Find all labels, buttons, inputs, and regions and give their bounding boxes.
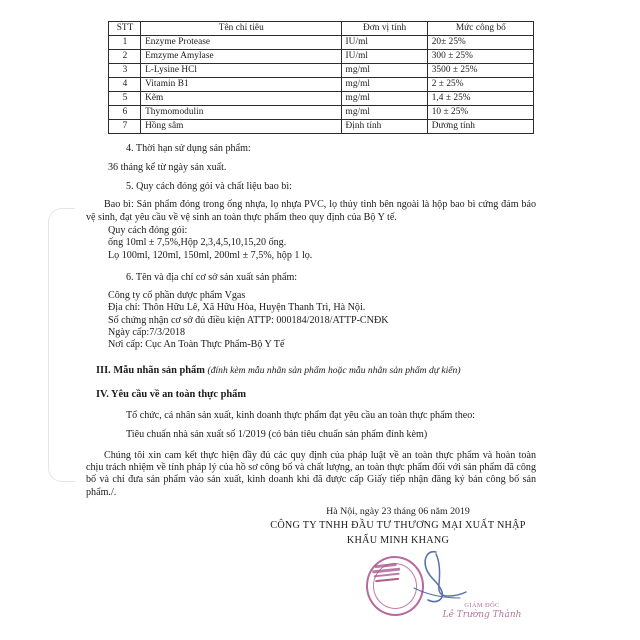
- cell-stt: 4: [109, 78, 141, 92]
- section-IV-line1: Tổ chức, cá nhân sản xuất, kinh doanh thực phẩm đạt yêu cầu an toàn thực phẩm theo:: [126, 409, 476, 421]
- table-row: [109, 120, 534, 134]
- cell-stt: 7: [109, 120, 141, 134]
- document-body: [86, 142, 536, 499]
- section4-value: 36 tháng kể từ ngày sản xuất.: [108, 162, 227, 174]
- table-header-row: [109, 22, 534, 36]
- seal-text-line: [375, 577, 399, 582]
- section5-spec-line2: Lọ 100ml, 120ml, 150ml, 200ml ± 7,5%, hộp 1 lọ.: [108, 249, 313, 261]
- section6-issue-date: Ngày cấp:7/3/2018: [108, 326, 186, 338]
- cell-level: 3500 ± 25%: [427, 64, 533, 78]
- cell-unit: mg/ml: [341, 64, 427, 78]
- section-III-number: III.: [96, 364, 111, 376]
- signature-date: Hà Nội, ngày 23 tháng 06 năm 2019: [326, 506, 470, 517]
- section6-certificate: Số chứng nhận cơ sở đủ điều kiện ATTP: 000184/2018/ATTP-CNĐK: [108, 314, 389, 326]
- table-row: [109, 106, 534, 120]
- product-specification-table: [108, 21, 534, 134]
- cell-stt: 6: [109, 106, 141, 120]
- cell-level: 300 ± 25%: [427, 50, 533, 64]
- section5-packaging-material: Bao bì: Sản phẩm đóng trong ống nhựa, lọ nhựa PVC, lọ thủy tinh bên ngoài là hộp bao bì cứng đảm bảo vệ sinh, đạt yêu cầu về vệ sinh an toàn thực phẩm theo quy định của Bộ Y tế.: [86, 199, 536, 223]
- cell-name: Enzyme Protease: [141, 36, 341, 50]
- table-header-level: Mức công bố: [427, 22, 533, 36]
- section-III-note: (đính kèm mẫu nhãn sản phẩm hoặc mẫu nhãn sản phẩm dự kiến): [207, 364, 461, 376]
- cell-name: Emzyme Amylase: [141, 50, 341, 64]
- section-III-title: Mẫu nhãn sản phẩm: [113, 364, 205, 376]
- section5-spec-label: Quy cách đóng gói:: [108, 224, 188, 236]
- signature-block: [256, 505, 540, 548]
- section4-heading: 4. Thời hạn sử dụng sản phẩm:: [126, 143, 251, 154]
- cell-name: Thymomodulin: [141, 106, 341, 120]
- section6-heading: 6. Tên và địa chỉ cơ sở sản xuất sản phẩm:: [126, 271, 298, 283]
- seal-text-line: [374, 572, 400, 577]
- table-row: [109, 36, 534, 50]
- section-IV-number: IV.: [96, 388, 109, 400]
- cell-unit: mg/ml: [341, 78, 427, 92]
- cell-name: L-Lysine HCl: [141, 64, 341, 78]
- section6-issue-place: Nơi cấp: Cục An Toàn Thực Phẩm-Bộ Y Tế: [108, 339, 285, 351]
- cell-name: Hồng sâm: [141, 120, 341, 134]
- cell-level: Dương tính: [427, 120, 533, 134]
- section6-company: Công ty cổ phần dược phẩm Vgas: [108, 290, 246, 301]
- cell-name: Vitamin B1: [141, 78, 341, 92]
- section-IV-title: Yêu cầu về an toàn thực phẩm: [111, 388, 247, 400]
- cell-unit: IU/ml: [341, 50, 427, 64]
- cell-stt: 5: [109, 92, 141, 106]
- section5-spec-line1: ống 10ml ± 7,5%,Hộp 2,3,4,5,10,15,20 ống.: [108, 237, 287, 249]
- cell-unit: mg/ml: [341, 106, 427, 120]
- cell-level: 10 ± 25%: [427, 106, 533, 120]
- table-row: [109, 92, 534, 106]
- section-IV-line2: Tiêu chuẩn nhà sản xuất số 1/2019 (có bản tiêu chuẩn sản phẩm đính kèm): [126, 428, 428, 440]
- cell-stt: 1: [109, 36, 141, 50]
- signature-company-line2: KHẨU MINH KHANG: [346, 534, 450, 546]
- cell-unit: IU/ml: [341, 36, 427, 50]
- signature-name: Lê Trường Thành: [442, 610, 522, 620]
- cell-name: Kẽm: [141, 92, 341, 106]
- cell-level: 2 ± 25%: [427, 78, 533, 92]
- table-header-stt: STT: [109, 22, 141, 36]
- table-row: [109, 78, 534, 92]
- section6-address: Địa chỉ: Thôn Hữu Lê, Xã Hữu Hòa, Huyện Thanh Trì, Hà Nội.: [108, 302, 366, 314]
- table-row: [109, 50, 534, 64]
- signature-title: GIÁM ĐỐC: [464, 602, 500, 609]
- section5-heading: 5. Quy cách đóng gói và chất liệu bao bì:: [126, 181, 292, 193]
- table-header-name: Tên chỉ tiêu: [141, 22, 341, 36]
- seal-inner-text-lines: [368, 560, 405, 595]
- table-row: [109, 64, 534, 78]
- section-IV-heading: [96, 389, 536, 400]
- signature-company-line1: CÔNG TY TNHH ĐẦU TƯ THƯƠNG MẠI XUẤT NHẬP: [270, 520, 526, 532]
- table-header-unit: Đơn vị tính: [341, 22, 427, 36]
- section-IV-commitment: Chúng tôi xin cam kết thực hiện đầy đủ các quy định của pháp luật về an toàn thực phẩm và hoàn toàn chịu trách nhiệm về tính pháp lý của hồ sơ công bố và chất lượng, an toàn thực phẩm đối với sản phẩm đã công bố và chỉ đưa sản phẩm vào sản xuất, kinh doanh khi đã được cấp Giấy tiếp nhận đăng ký bản công bố sản phẩm./.: [86, 449, 536, 498]
- cell-level: 1,4 ± 25%: [427, 92, 533, 106]
- cell-level: 20± 25%: [427, 36, 533, 50]
- stamp-and-signature-area: [358, 548, 538, 638]
- page-curl-shadow: [48, 208, 75, 482]
- cell-stt: 3: [109, 64, 141, 78]
- cell-unit: mg/ml: [341, 92, 427, 106]
- cell-unit: Định tính: [341, 120, 427, 134]
- cell-stt: 2: [109, 50, 141, 64]
- section-III-heading: [96, 365, 536, 376]
